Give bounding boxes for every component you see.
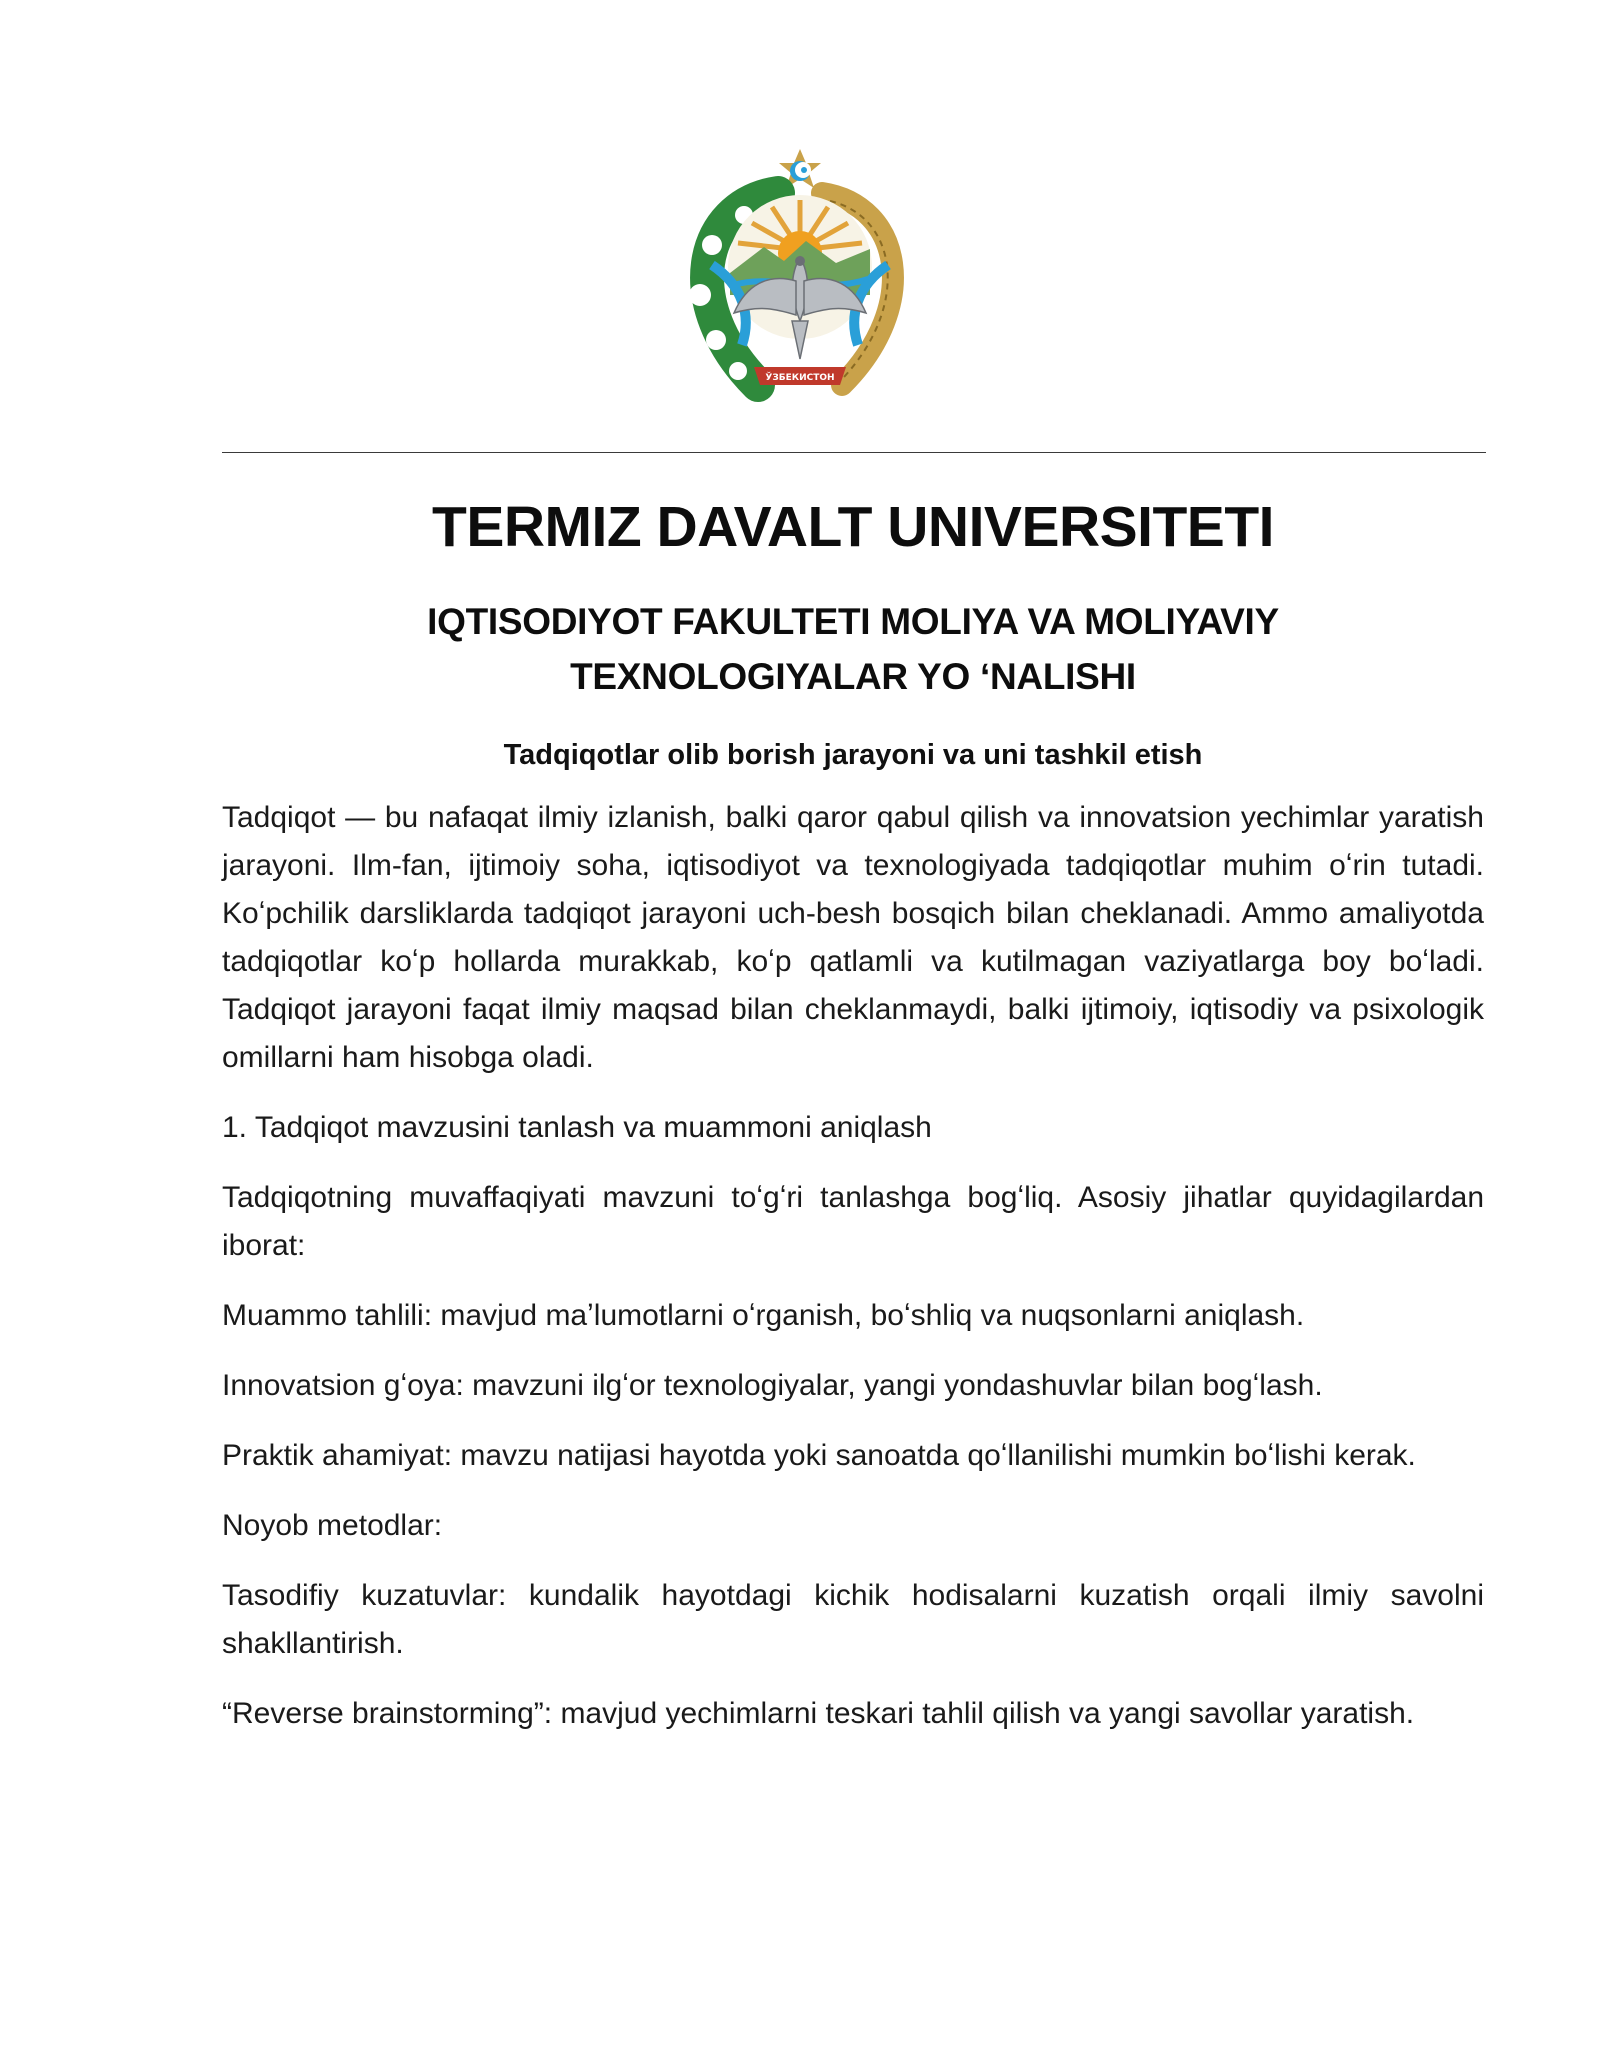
section-heading: Tadqiqotlar olib borish jarayoni va uni tashkil etish [503, 739, 1203, 771]
unique-methods-label: Noyob metodlar: [222, 1509, 443, 1542]
step-1-heading: 1. Tadqiqot mavzusini tanlash va muammoni aniqlash [222, 1111, 932, 1144]
intro-paragraph: Tadqiqot — bu nafaqat ilmiy izlanish, balki qaror qabul qilish va innovatsion yechimlar yaratish jarayoni. Ilm-fan, ijtimoiy soha, iqtisodiyot va texnologiyada tadqiqotlar muhim oʻrin tutadi. Koʻpchilik darsliklarda tadqiqot jarayoni uch-besh bosqich bilan cheklanadi. Ammo amaliyotda tadqiqotlar koʻp hollarda murakkab, koʻp qatlamli va kutilmagan vaziyatlarga boy boʻladi. Tadqiqot jarayoni faqat ilmiy maqsad bilan cheklanmaydi, balki ijtimoiy, iqtisodiy va psixologik omillarni ham hisobga oladi. [222, 801, 1484, 1074]
uzbekistan-emblem-icon [672, 145, 928, 407]
faculty-subtitle [222, 594, 1484, 704]
emblem-ribbon-text: ЎЗБЕКИСТОН [765, 373, 835, 383]
header-divider [222, 452, 1486, 453]
faculty-subtitle-line-1: IQTISODIYOT FAKULTETI MOLIYA VA MOLIYAVIY [427, 601, 1279, 642]
practical-significance-item: Praktik ahamiyat: mavzu natijasi hayotda yoki sanoatda qoʻllanilishi mumkin boʻlishi kerak. [222, 1439, 1416, 1472]
university-title: TERMIZ DAVALT UNIVERSITETI [432, 495, 1274, 559]
reverse-brainstorming-item: “Reverse brainstorming”: mavjud yechimlarni teskari tahlil qilish va yangi savollar yaratish. [222, 1697, 1415, 1730]
faculty-subtitle-line-2: TEXNOLOGIYALAR YO ‘NALISHI [570, 656, 1136, 697]
random-observations-item: Tasodifiy kuzatuvlar: kundalik hayotdagi kichik hodisalarni kuzatish orqali ilmiy savolni shakllantirish. [222, 1579, 1484, 1660]
innovative-idea-item: Innovatsion gʻoya: mavzuni ilgʻor texnologiyalar, yangi yondashuvlar bilan bogʻlash. [222, 1369, 1323, 1402]
problem-analysis-item: Muammo tahlili: mavjud maʼlumotlarni oʻrganish, boʻshliq va nuqsonlarni aniqlash. [222, 1299, 1305, 1332]
document-content [222, 478, 1484, 1738]
topic-selection-paragraph: Tadqiqotning muvaffaqiyati mavzuni toʻgʻri tanlashga bogʻliq. Asosiy jihatlar quyidagilardan iborat: [222, 1181, 1484, 1262]
